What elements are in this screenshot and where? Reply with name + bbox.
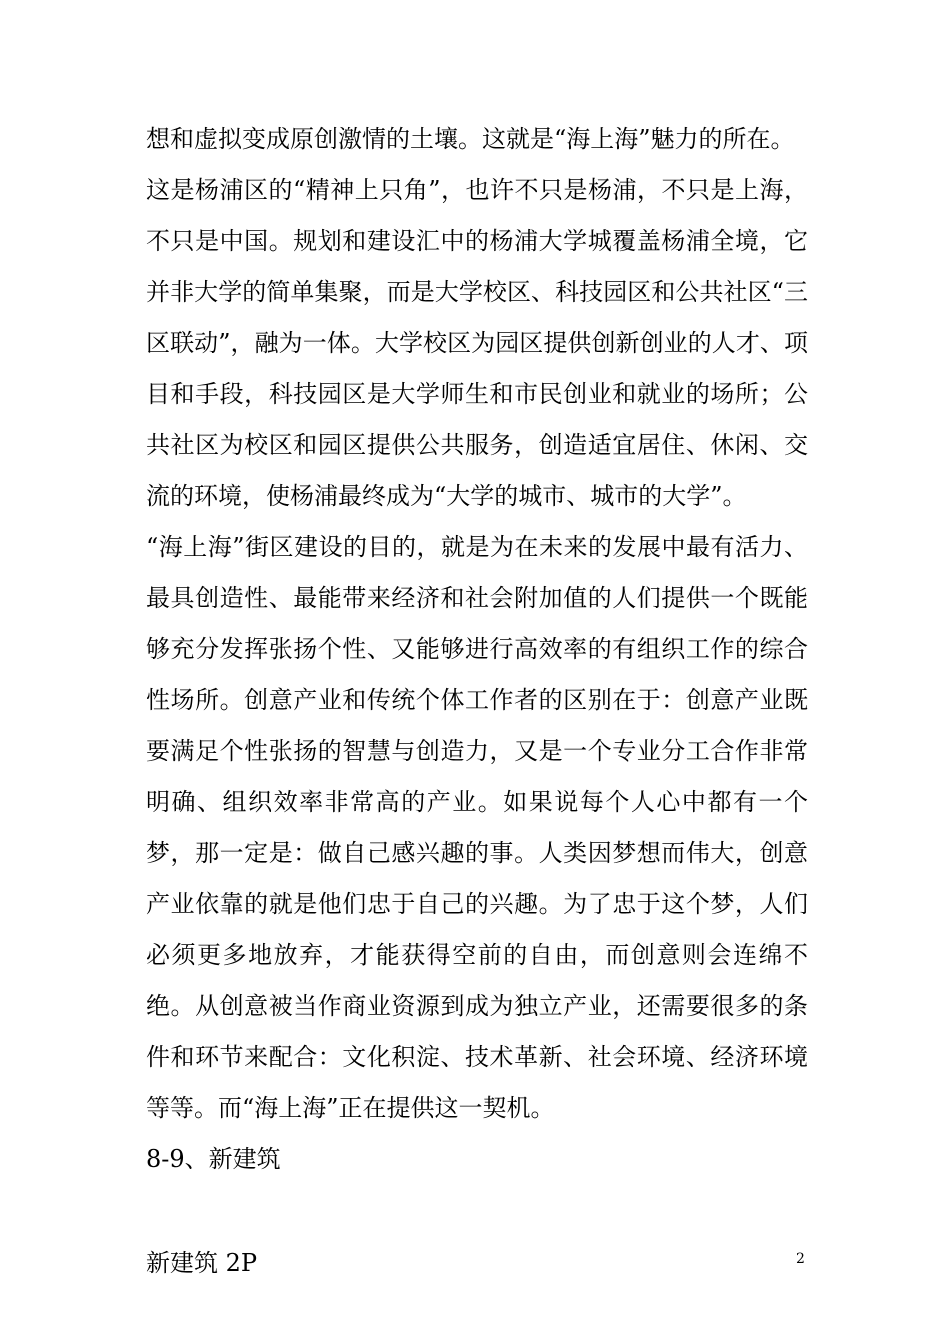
paragraph-2: 这是杨浦区的“精神上只角”，也许不只是杨浦，不只是上海，不只是中国。规划和建设汇中的杨浦大学城覆盖杨浦全境，它并非大学的简单集聚，而是大学校区、科技园区和公共社区“三区联动”，融为一体。大学校区为园区提供创新创业的人才、项目和手段，科技园区是大学师生和市民创业和就业的场所；公共社区为校区和园区提供公共服务，创造适宜居住、休闲、交流的环境，使杨浦最终成为“大学的城市、城市的大学”。 [146, 176, 808, 510]
paragraph-1: 想和虚拟变成原创激情的土壤。这就是“海上海”魅力的所在。 [146, 125, 795, 153]
section-heading: 8-9、新建筑 [146, 1145, 281, 1173]
document-body [146, 114, 808, 1289]
paragraph-3: “海上海”街区建设的目的，就是为在未来的发展中最有活力、最具创造性、最能带来经济和社会附加值的人们提供一个既能够充分发挥张扬个性、又能够进行高效率的有组织工作的综合性场所。创意产业和传统个体工作者的区别在于：创意产业既要满足个性张扬的智慧与创造力，又是一个专业分工合作非常明确、组织效率非常高的产业。如果说每个人心中都有一个梦，那一定是：做自己感兴趣的事。人类因梦想而伟大，创意产业依靠的就是他们忠于自己的兴趣。为了忠于这个梦，人们必须更多地放弃，才能获得空前的自由，而创意则会连绵不绝。从创意被当作商业资源到成为独立产业，还需要很多的条件和环节来配合：文化积淀、技术革新、社会环境、经济环境等等。而“海上海”正在提供这一契机。 [146, 533, 808, 1122]
spacer [146, 1185, 808, 1238]
subsection-heading: 新建筑 2P [146, 1249, 258, 1277]
page-number: 2 [796, 1251, 805, 1267]
